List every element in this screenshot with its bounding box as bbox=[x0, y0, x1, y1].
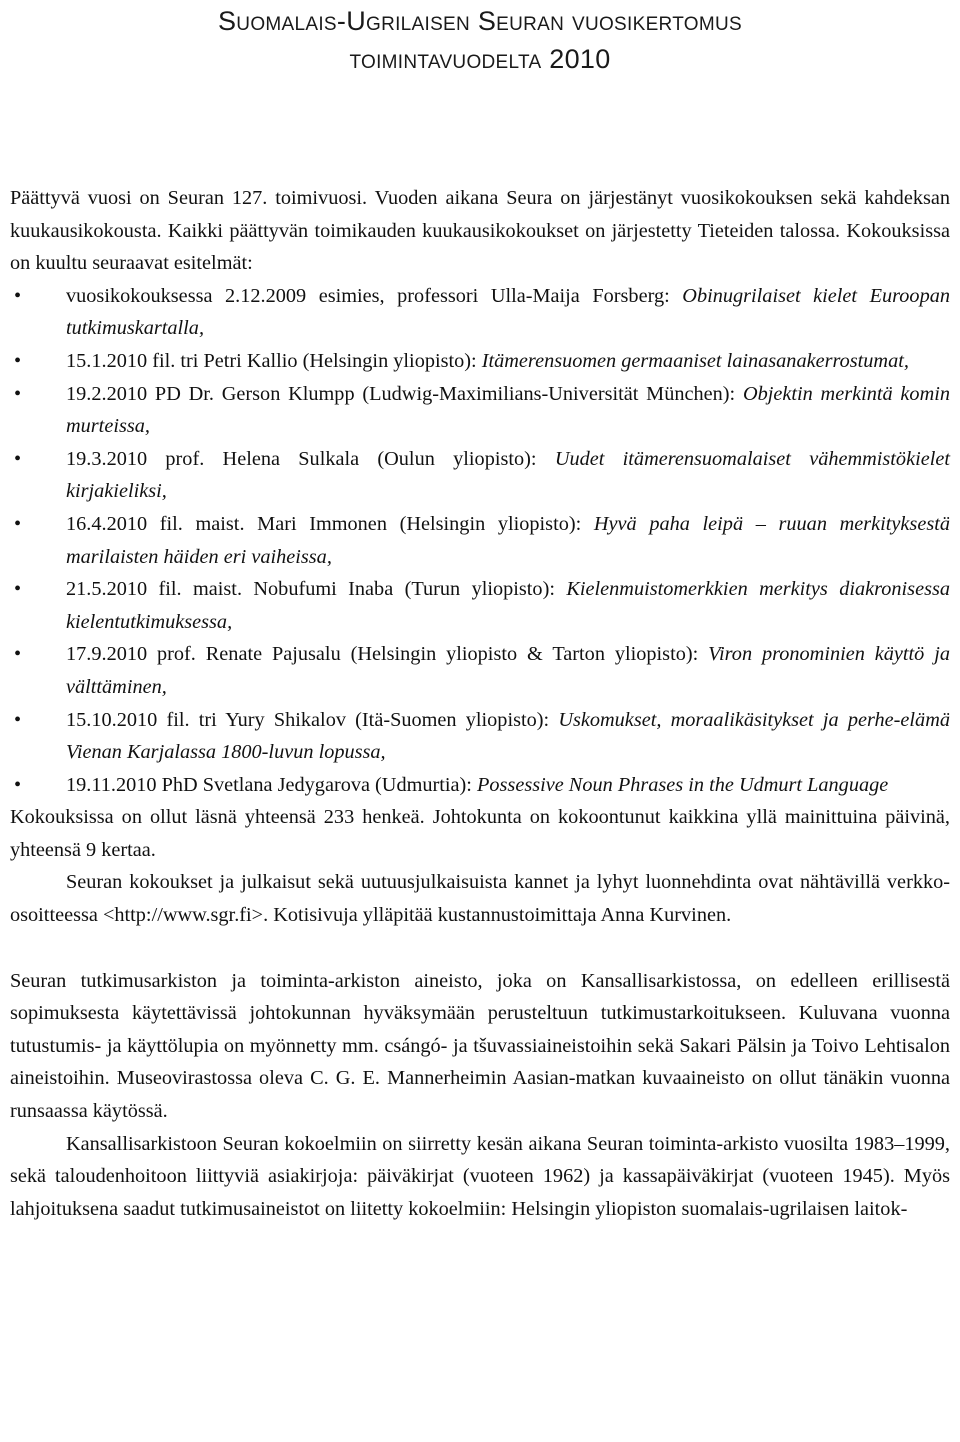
talk-speaker: 19.2.2010 PD Dr. Gerson Klumpp (Ludwig-Maximilians-Universität München): bbox=[66, 382, 743, 405]
talk-title: Kielenmuistomerkkien merkitys diakronisessa kielentutkimuksessa, bbox=[66, 578, 950, 633]
talk-speaker: 17.9.2010 prof. Renate Pajusalu (Helsingin yliopisto & Tarton yliopisto): bbox=[66, 643, 709, 666]
talk-list bbox=[10, 280, 950, 802]
website-paragraph: Seuran kokoukset ja julkaisut sekä uutuusjulkaisuista kannet ja lyhyt luonnehdinta ovat nähtävillä verkko-osoitteessa <http://www.sgr.fi>. Kotisivuja ylläpitää kustannustoimittaja Anna Kurvinen. bbox=[10, 871, 950, 927]
talk-speaker: 15.10.2010 fil. tri Yury Shikalov (Itä-Suomen yliopisto): bbox=[66, 708, 559, 731]
list-item bbox=[10, 345, 950, 378]
bullet-icon: • bbox=[14, 382, 22, 405]
talk-title: Possessive Noun Phrases in the Udmurt Language bbox=[477, 773, 889, 796]
talk-title: Uskomukset, moraalikäsitykset ja perhe-elämä Vienan Karjalassa 1800-luvun lopussa, bbox=[66, 708, 950, 764]
talk-title: Hyvä paha leipä – ruuan merkityksestä marilaisten häiden eri vaiheissa, bbox=[66, 512, 950, 568]
archive-paragraph: Seuran tutkimusarkiston ja toiminta-arkiston aineisto, joka on Kansallisarkistossa, on edelleen erillisestä sopimuksesta käytettävissä johtokunnan hyväksymään perusteltuun tutkimustarkoitukseen. Kuluvana vuonna tutustumis- ja käyttölupia on myönnetty mm. csángó- ja tšuvassiaineistoihin sekä Sakari Pälsin ja Toivo Lehtisalon aineistoihin. Museovirastossa oleva C. G. E. Mannerheimin Aasian-matkan kuvaaineisto on ollut tänäkin vuonna runsaassa käytössä. bbox=[10, 969, 950, 1123]
archive-transfer-paragraph: Kansallisarkistoon Seuran kokoelmiin on siirretty kesän aikana Seuran toiminta-arkisto vuosilta 1983–1999, sekä taloudenhoitoon liittyviä asiakirjoja: päiväkirjat (vuoteen 1962) ja kassapäiväkirjat (vuoteen 1945). Myös lahjoituksena saadut tutkimusaineistot on liitetty kokoelmiin: Helsingin yliopiston suomalais-ugrilaisen laitok- bbox=[10, 1132, 950, 1220]
bullet-icon: • bbox=[14, 284, 22, 307]
attendance-paragraph: Kokouksissa on ollut läsnä yhteensä 233 henkeä. Johtokunta on kokoontunut kaikkina yllä mainittuina päivinä, yhteensä 9 kertaa. bbox=[10, 806, 950, 861]
talk-speaker: 19.3.2010 prof. Helena Sulkala (Oulun yliopisto): bbox=[66, 447, 555, 470]
bullet-icon: • bbox=[14, 447, 22, 470]
bullet-icon: • bbox=[14, 773, 22, 796]
bullet-icon: • bbox=[14, 512, 22, 535]
talk-title: Objektin merkintä komin murteissa, bbox=[66, 382, 950, 438]
talk-speaker: 16.4.2010 fil. maist. Mari Immonen (Helsingin yliopisto): bbox=[66, 512, 594, 535]
talk-speaker: vuosikokouksessa 2.12.2009 esimies, professori Ulla-Maija Forsberg: bbox=[66, 284, 683, 307]
talk-title: Obinugrilaiset kielet Euroopan tutkimuskartalla, bbox=[66, 284, 950, 340]
talk-speaker: 15.1.2010 fil. tri Petri Kallio (Helsingin yliopisto): bbox=[66, 349, 482, 372]
list-item bbox=[10, 508, 950, 573]
talk-title: Itämerensuomen germaaniset lainasanakerrostumat, bbox=[481, 349, 909, 372]
list-item bbox=[10, 443, 950, 508]
bullet-icon: • bbox=[14, 708, 22, 731]
list-item bbox=[10, 280, 950, 345]
bullet-icon: • bbox=[14, 578, 22, 601]
talk-title: Uudet itämerensuomalaiset vähemmistökielet kirjakieliksi, bbox=[66, 447, 950, 503]
title-line-1: Suomalais-Ugrilaisen Seuran vuosikertomus bbox=[218, 6, 742, 36]
bullet-icon: • bbox=[14, 349, 22, 372]
title-line-2: toimintavuodelta 2010 bbox=[349, 44, 611, 74]
report-title bbox=[10, 0, 950, 78]
list-item bbox=[10, 704, 950, 769]
talk-speaker: 19.11.2010 PhD Svetlana Jedygarova (Udmurtia): bbox=[66, 773, 477, 796]
list-item bbox=[10, 378, 950, 443]
intro-paragraph: Päättyvä vuosi on Seuran 127. toimivuosi. Vuoden aikana Seura on järjestänyt vuosikokouksen sekä kahdeksan kuukausikokousta. Kaikki päättyvän toimikauden kuukausikokoukset on järjestetty Tieteiden talossa. Kokouksissa on kuultu seuraavat esitelmät: bbox=[10, 187, 950, 275]
list-item bbox=[10, 769, 950, 802]
bullet-icon: • bbox=[14, 643, 22, 666]
talk-speaker: 21.5.2010 fil. maist. Nobufumi Inaba (Turun yliopisto): bbox=[66, 578, 567, 601]
list-item bbox=[10, 638, 950, 703]
report-body bbox=[10, 182, 950, 1225]
list-item bbox=[10, 573, 950, 638]
talk-title: Viron pronominien käyttö ja välttäminen, bbox=[66, 643, 950, 698]
